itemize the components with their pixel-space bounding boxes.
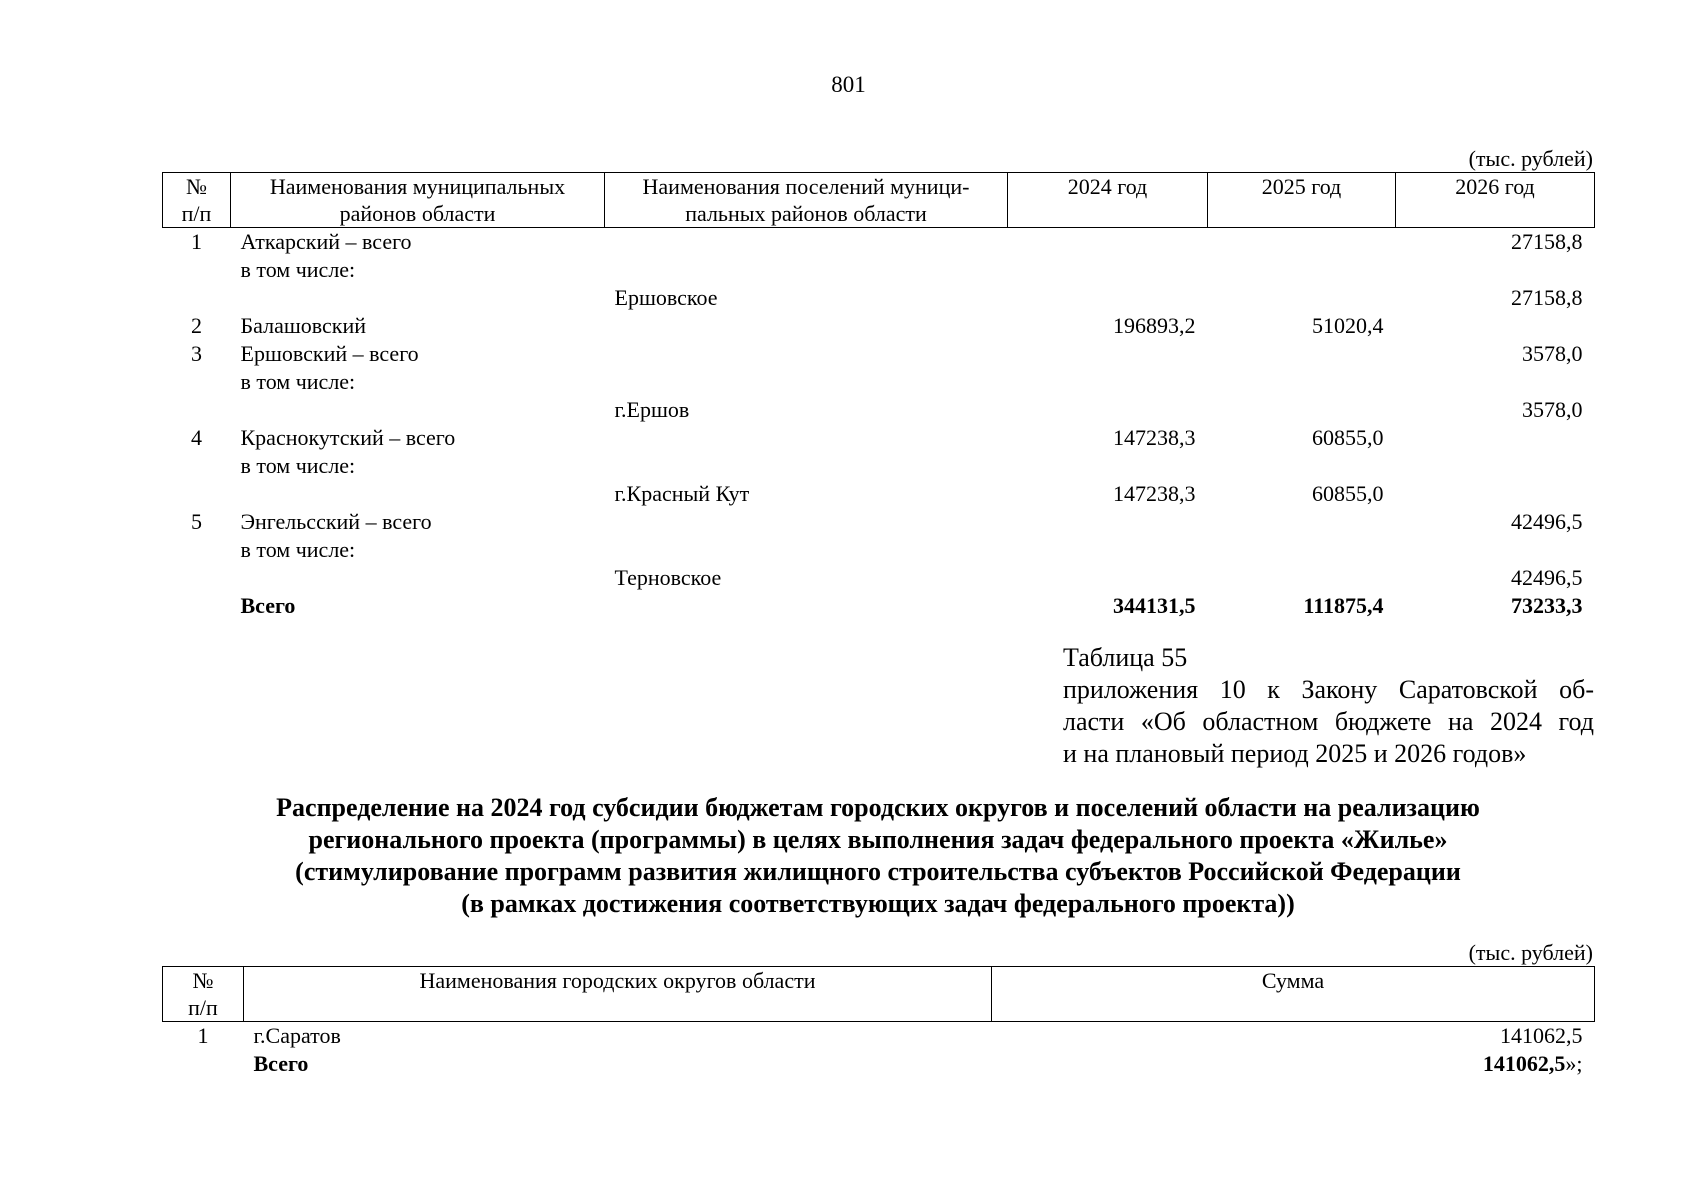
table-row [163,564,1595,592]
value-2025 [1208,256,1396,284]
header-num: № п/п [163,967,244,1022]
row-number [163,564,231,592]
table-row [163,536,1595,564]
header-2025: 2025 год [1208,173,1396,228]
total-sum [992,1050,1595,1078]
header-2026: 2026 год [1396,173,1595,228]
table-header-row [163,173,1595,228]
title-line: (стимулирование программ развития жилищного строительства субъектов Российской Федерации [295,857,1461,886]
table-row [163,508,1595,536]
district-name: в том числе: [240,257,356,282]
value-2026: 27158,8 [1511,285,1583,310]
value-2026: 3578,0 [1522,397,1583,422]
value-2024: 196893,2 [1113,313,1196,338]
value-2026: 42496,5 [1511,509,1583,534]
value-2026 [1396,368,1595,396]
page-number: 801 [831,72,866,97]
settlement-name: Терновское [614,565,722,590]
value-2025 [1208,452,1396,480]
value-2025 [1208,536,1396,564]
value-2026: 42496,5 [1511,565,1583,590]
table-header-row [163,967,1595,1022]
district-name [231,284,605,312]
appendix-table-number: Таблица 55 [1063,643,1188,672]
value-2025 [1208,368,1396,396]
row-number [163,256,231,284]
settlement-name [605,340,1008,368]
table-row [163,340,1595,368]
table-row [163,228,1595,257]
value-2025 [1208,508,1396,536]
header-settlement: Наименования поселений муници-пальных районов области [605,173,1008,228]
district-name: в том числе: [240,537,356,562]
title-line: регионального проекта (программы) в целях выполнения задач федерального проекта «Жилье» [308,825,1448,854]
appendix-reference [1063,642,1594,770]
value-2026 [1396,536,1595,564]
closing-quote: »; [1565,1051,1583,1076]
table-title [140,792,1616,920]
value-2024 [1008,256,1208,284]
settlement-name [605,508,1008,536]
header-num: № п/п [163,173,231,228]
settlement-name [605,368,1008,396]
row-number [163,396,231,424]
total-2025: 111875,4 [1303,593,1384,618]
district-name: Аткарский – всего [240,229,412,254]
value-2026 [1396,424,1595,452]
district-name: Ершовский – всего [240,341,419,366]
total-row [163,1050,1595,1078]
header-sum: Сумма [992,967,1595,1022]
value-2024 [1008,536,1208,564]
value-2026 [1396,256,1595,284]
district-name: в том числе: [240,453,356,478]
header-district: Наименования городских округов области [244,967,992,1022]
total-sum-value: 141062,5 [1482,1051,1566,1076]
value-2024 [1008,284,1208,312]
table-row [163,452,1595,480]
settlement-name: Ершовское [614,285,718,310]
row-number [163,480,231,508]
value-2024 [1008,452,1208,480]
value-2026 [1396,452,1595,480]
table-row [163,256,1595,284]
table-row [163,284,1595,312]
value-2026: 3578,0 [1522,341,1583,366]
settlement-name [605,228,1008,257]
value-2025 [1208,564,1396,592]
district-name [231,480,605,508]
district-name [231,396,605,424]
value-2024: 147238,3 [1113,425,1196,450]
appendix-line: и на плановый период 2025 и 2026 годов» [1063,739,1527,768]
value-2026 [1396,312,1595,340]
settlement-name [605,452,1008,480]
district-name [231,564,605,592]
value-2025: 60855,0 [1312,425,1384,450]
table-row [163,396,1595,424]
row-number [163,1050,244,1078]
settlement-name [605,592,1008,620]
row-number: 1 [191,229,202,254]
value-2025 [1208,340,1396,368]
row-number: 2 [191,313,202,338]
row-number [163,368,231,396]
value-2024 [1008,564,1208,592]
row-number: 1 [197,1023,209,1048]
value-2026: 27158,8 [1511,229,1583,254]
table-row [163,368,1595,396]
district-name: Краснокутский – всего [240,425,456,450]
total-label: Всего [240,593,296,618]
district-name: Энгельсский – всего [240,509,432,534]
row-number: 4 [191,425,202,450]
value-2024 [1008,508,1208,536]
value-2024 [1008,340,1208,368]
units-label: (тыс. рублей) [1468,146,1593,171]
district-name: г.Саратов [253,1023,341,1048]
value-2025: 60855,0 [1312,481,1384,506]
district-name: в том числе: [240,369,356,394]
table-row [163,1022,1595,1051]
appendix-line: приложения 10 к Закону Саратовской об- [1063,675,1594,704]
value-2024 [1008,228,1208,257]
row-number [163,452,231,480]
settlement-name [605,536,1008,564]
units-label: (тыс. рублей) [1468,940,1593,965]
row-number [163,592,231,620]
value-2024 [1008,396,1208,424]
title-line: (в рамках достижения соответствующих задач федерального проекта)) [461,889,1295,918]
header-district: Наименования муниципальных районов области [231,173,605,228]
subsidy-table-2024-2026 [162,172,1595,620]
title-line: Распределение на 2024 год субсидии бюджетам городских округов и поселений области на реализацию [276,793,1480,822]
district-name: Балашовский [240,313,367,338]
total-2024: 344131,5 [1113,593,1196,618]
total-row [163,592,1595,620]
value-2026 [1396,480,1595,508]
value-2025 [1208,228,1396,257]
total-2026: 73233,3 [1511,593,1583,618]
table-row [163,312,1595,340]
header-2024: 2024 год [1008,173,1208,228]
value-2025 [1208,284,1396,312]
settlement-name [605,424,1008,452]
value-2024 [1008,368,1208,396]
table-row [163,424,1595,452]
settlement-name [605,256,1008,284]
appendix-line: ласти «Об областном бюджете на 2024 год [1063,707,1594,736]
row-number: 3 [191,341,202,366]
value-2024: 147238,3 [1113,481,1196,506]
sum-value: 141062,5 [1500,1023,1583,1048]
value-2025 [1208,396,1396,424]
value-2025: 51020,4 [1312,313,1384,338]
row-number [163,284,231,312]
table-row [163,480,1595,508]
settlement-name [605,312,1008,340]
row-number: 5 [191,509,202,534]
settlement-name: г.Ершов [614,397,690,422]
total-label: Всего [253,1051,309,1076]
settlement-name: г.Красный Кут [614,481,750,506]
subsidy-table-2024 [162,966,1595,1078]
row-number [163,536,231,564]
